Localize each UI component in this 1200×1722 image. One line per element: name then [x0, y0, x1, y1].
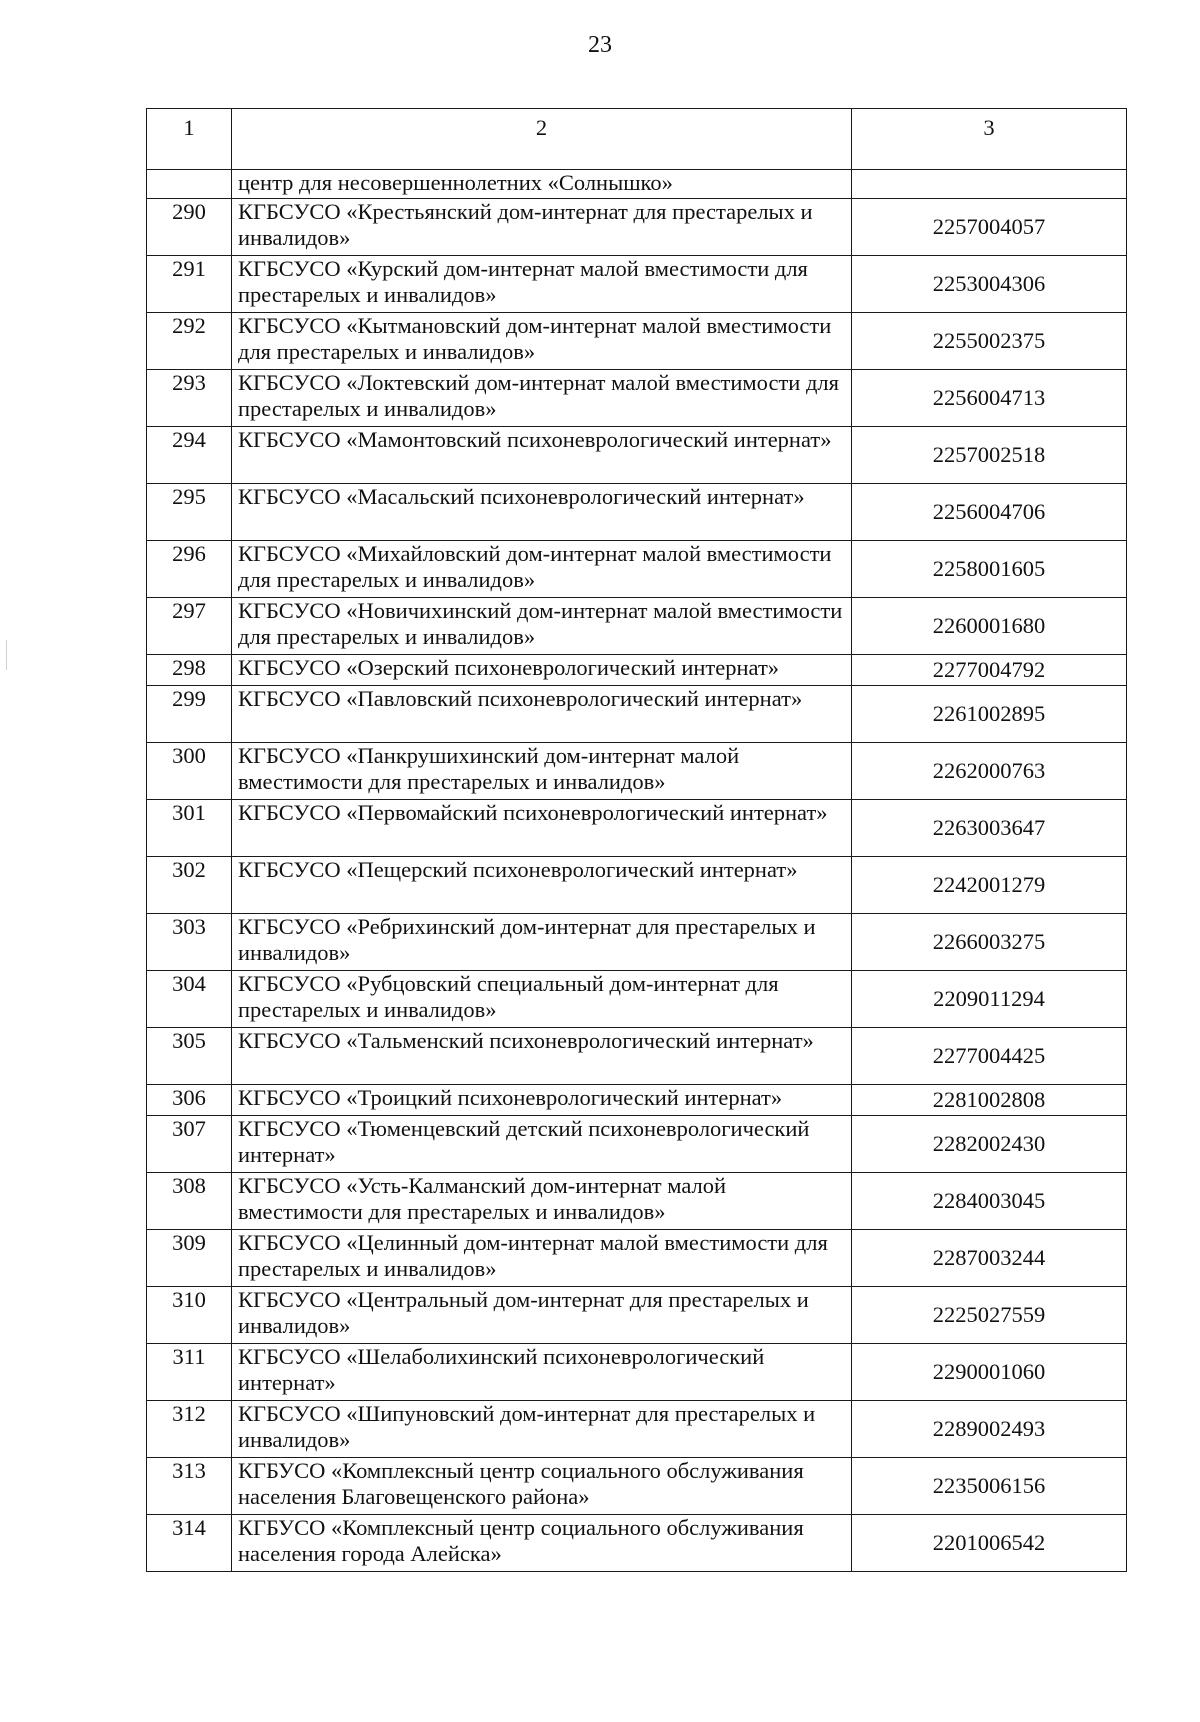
table-row — [147, 1344, 1127, 1401]
institution-name-cell: КГБСУСО «Пещерский психоневрологический интернат» — [232, 857, 852, 914]
continuation-number-cell — [147, 170, 232, 199]
continuation-name-cell: центр для несовершеннолетних «Солнышко» — [232, 170, 852, 199]
row-number-cell: 306 — [147, 1085, 232, 1116]
row-number-cell: 308 — [147, 1173, 232, 1230]
institution-name-cell: КГБСУСО «Кытмановский дом-интернат малой вместимости для престарелых и инвалидов» — [232, 313, 852, 370]
table-row — [147, 1116, 1127, 1173]
row-number-cell: 305 — [147, 1028, 232, 1085]
inn-cell: 2242001279 — [852, 857, 1127, 914]
column-header-name: 2 — [232, 109, 852, 170]
inn-cell: 2261002895 — [852, 686, 1127, 743]
inn-cell: 2225027559 — [852, 1287, 1127, 1344]
institution-name-cell: КГБСУСО «Целинный дом-интернат малой вместимости для престарелых и инвалидов» — [232, 1230, 852, 1287]
row-number-cell: 309 — [147, 1230, 232, 1287]
institution-name-cell: КГБУСО «Комплексный центр социального обслуживания населения Благовещенского района» — [232, 1458, 852, 1515]
table-row — [147, 370, 1127, 427]
inn-cell: 2209011294 — [852, 971, 1127, 1028]
inn-cell: 2235006156 — [852, 1458, 1127, 1515]
inn-cell: 2290001060 — [852, 1344, 1127, 1401]
inn-cell: 2287003244 — [852, 1230, 1127, 1287]
row-number-cell: 307 — [147, 1116, 232, 1173]
row-number-cell: 299 — [147, 686, 232, 743]
inn-cell: 2266003275 — [852, 914, 1127, 971]
institution-name-cell: КГБСУСО «Троицкий психоневрологический интернат» — [232, 1085, 852, 1116]
row-number-cell: 291 — [147, 256, 232, 313]
inn-cell: 2257004057 — [852, 199, 1127, 256]
table-row — [147, 541, 1127, 598]
row-number-cell: 294 — [147, 427, 232, 484]
inn-cell: 2256004713 — [852, 370, 1127, 427]
institution-name-cell: КГБСУСО «Первомайский психоневрологический интернат» — [232, 800, 852, 857]
continuation-inn-cell — [852, 170, 1127, 199]
row-number-cell: 290 — [147, 199, 232, 256]
column-header-inn: 3 — [852, 109, 1127, 170]
institution-name-cell: КГБСУСО «Локтевский дом-интернат малой вместимости для престарелых и инвалидов» — [232, 370, 852, 427]
continuation-row — [147, 170, 1127, 199]
table-row — [147, 743, 1127, 800]
row-number-cell: 297 — [147, 598, 232, 655]
table-row — [147, 484, 1127, 541]
table-row — [147, 971, 1127, 1028]
institution-name-cell: КГБСУСО «Тюменцевский детский психоневрологический интернат» — [232, 1116, 852, 1173]
inn-cell: 2260001680 — [852, 598, 1127, 655]
table-row — [147, 1230, 1127, 1287]
institution-name-cell: КГБСУСО «Центральный дом-интернат для престарелых и инвалидов» — [232, 1287, 852, 1344]
row-number-cell: 313 — [147, 1458, 232, 1515]
table-row — [147, 256, 1127, 313]
table-row — [147, 655, 1127, 686]
table-row — [147, 686, 1127, 743]
inn-cell: 2277004425 — [852, 1028, 1127, 1085]
inn-cell: 2255002375 — [852, 313, 1127, 370]
row-number-cell: 310 — [147, 1287, 232, 1344]
inn-cell: 2258001605 — [852, 541, 1127, 598]
table-row — [147, 1028, 1127, 1085]
inn-cell: 2262000763 — [852, 743, 1127, 800]
table-row — [147, 1287, 1127, 1344]
inn-cell: 2253004306 — [852, 256, 1127, 313]
row-number-cell: 300 — [147, 743, 232, 800]
institution-name-cell: КГБСУСО «Озерский психоневрологический интернат» — [232, 655, 852, 686]
institution-name-cell: КГБСУСО «Крестьянский дом-интернат для престарелых и инвалидов» — [232, 199, 852, 256]
row-number-cell: 298 — [147, 655, 232, 686]
inn-cell: 2201006542 — [852, 1515, 1127, 1572]
institution-name-cell: КГБСУСО «Панкрушихинский дом-интернат малой вместимости для престарелых и инвалидов» — [232, 743, 852, 800]
institution-name-cell: КГБСУСО «Тальменский психоневрологический интернат» — [232, 1028, 852, 1085]
table-body — [147, 109, 1127, 1572]
institution-name-cell: КГБСУСО «Шипуновский дом-интернат для престарелых и инвалидов» — [232, 1401, 852, 1458]
table-row — [147, 1458, 1127, 1515]
institution-name-cell: КГБСУСО «Павловский психоневрологический интернат» — [232, 686, 852, 743]
institution-name-cell: КГБСУСО «Ребрихинский дом-интернат для престарелых и инвалидов» — [232, 914, 852, 971]
institution-name-cell: КГБСУСО «Масальский психоневрологический интернат» — [232, 484, 852, 541]
institution-name-cell: КГБСУСО «Мамонтовский психоневрологический интернат» — [232, 427, 852, 484]
table-row — [147, 427, 1127, 484]
inn-cell: 2263003647 — [852, 800, 1127, 857]
row-number-cell: 293 — [147, 370, 232, 427]
row-number-cell: 304 — [147, 971, 232, 1028]
page-number: 23 — [588, 32, 612, 58]
row-number-cell: 292 — [147, 313, 232, 370]
inn-cell: 2277004792 — [852, 655, 1127, 686]
table-row — [147, 800, 1127, 857]
table-row — [147, 1515, 1127, 1572]
inn-cell: 2256004706 — [852, 484, 1127, 541]
inn-cell: 2257002518 — [852, 427, 1127, 484]
table-row — [147, 1085, 1127, 1116]
inn-cell: 2281002808 — [852, 1085, 1127, 1116]
row-number-cell: 311 — [147, 1344, 232, 1401]
table-row — [147, 1401, 1127, 1458]
institution-name-cell: КГБСУСО «Шелаболихинский психоневрологический интернат» — [232, 1344, 852, 1401]
institution-name-cell: КГБСУСО «Рубцовский специальный дом-интернат для престарелых и инвалидов» — [232, 971, 852, 1028]
column-header-row — [147, 109, 1127, 170]
table-row — [147, 914, 1127, 971]
institution-name-cell: КГБСУСО «Усть-Калманский дом-интернат малой вместимости для престарелых и инвалидов» — [232, 1173, 852, 1230]
table-row — [147, 598, 1127, 655]
row-number-cell: 314 — [147, 1515, 232, 1572]
row-number-cell: 296 — [147, 541, 232, 598]
row-number-cell: 295 — [147, 484, 232, 541]
institution-name-cell: КГБСУСО «Курский дом-интернат малой вместимости для престарелых и инвалидов» — [232, 256, 852, 313]
table-row — [147, 199, 1127, 256]
table-row — [147, 857, 1127, 914]
row-number-cell: 302 — [147, 857, 232, 914]
row-number-cell: 312 — [147, 1401, 232, 1458]
institution-name-cell: КГБСУСО «Михайловский дом-интернат малой вместимости для престарелых и инвалидов» — [232, 541, 852, 598]
institutions-table — [146, 108, 1127, 1572]
inn-cell: 2284003045 — [852, 1173, 1127, 1230]
inn-cell: 2289002493 — [852, 1401, 1127, 1458]
inn-cell: 2282002430 — [852, 1116, 1127, 1173]
table-row — [147, 313, 1127, 370]
row-number-cell: 303 — [147, 914, 232, 971]
row-number-cell: 301 — [147, 800, 232, 857]
column-header-number: 1 — [147, 109, 232, 170]
table-row — [147, 1173, 1127, 1230]
institution-name-cell: КГБУСО «Комплексный центр социального обслуживания населения города Алейска» — [232, 1515, 852, 1572]
institution-name-cell: КГБСУСО «Новичихинский дом-интернат малой вместимости для престарелых и инвалидов» — [232, 598, 852, 655]
scan-edge-mark — [6, 640, 7, 670]
